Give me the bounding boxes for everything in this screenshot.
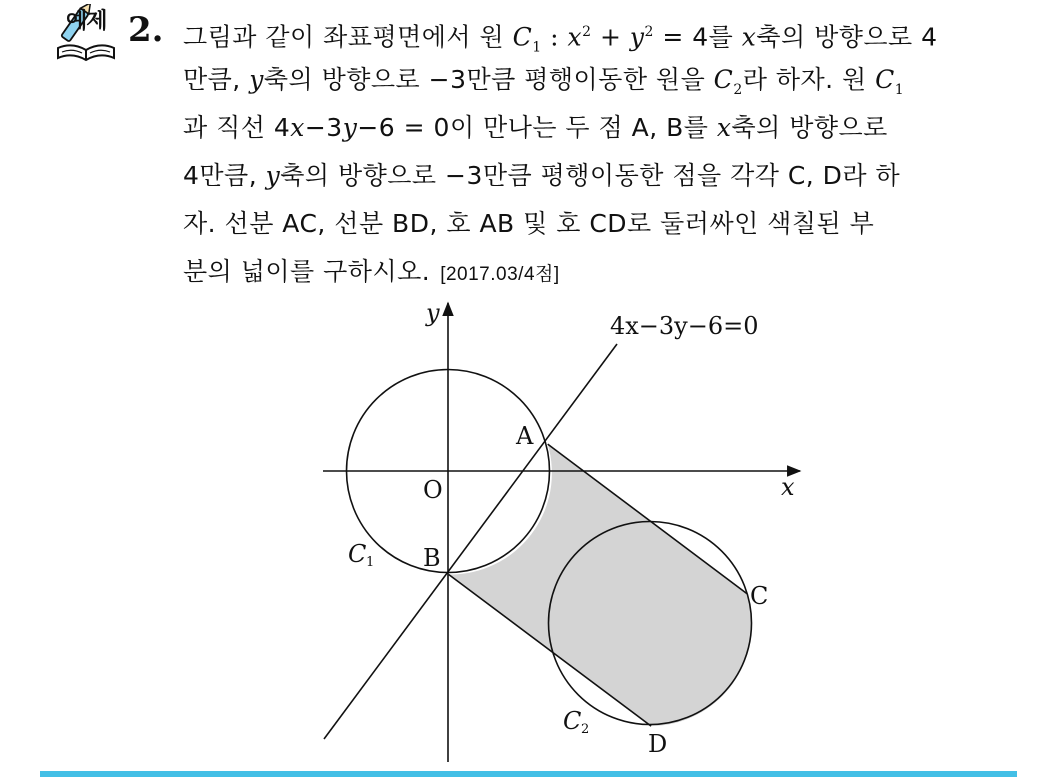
- problem-line-3: 과 직선 4x−3y−6 = 0이 만나는 두 점 A, B를 x축의 방향으로: [183, 113, 888, 142]
- svg-text:2: 2: [581, 722, 590, 737]
- svg-text:1: 1: [366, 555, 375, 570]
- source-tag: [2017.03/4점]: [440, 264, 560, 285]
- problem-line-2: 만큼, y축의 방향으로 −3만큼 평행이동한 원을 $C_2$라 하자. 원 $C_1$: [183, 65, 905, 98]
- circle-c2-label: [563, 707, 589, 737]
- problem-line-5: 자. 선분 AC, 선분 BD, 호 AB 및 호 CD로 둘러싸인 색칠된 부: [183, 209, 875, 238]
- origin-label: O: [423, 476, 443, 504]
- point-b-label: B: [423, 544, 441, 572]
- shaded-region: [449, 444, 752, 726]
- point-d-label: D: [648, 730, 668, 758]
- problem-line-4: 4만큼, y축의 방향으로 −3만큼 평행이동한 점을 각각 C, D라 하: [183, 161, 901, 190]
- point-c-label: C: [750, 582, 769, 610]
- footer-bar: [40, 771, 1017, 777]
- problem-line-1: 그림과 같이 좌표평면에서 원 $C_1$ : $x^2 + y^2 = 4$를 x축의 방향으로 4: [183, 22, 938, 56]
- axis-x-label: x: [781, 473, 795, 501]
- axis-y-label: y: [426, 299, 440, 327]
- svg-text:C: C: [348, 540, 367, 568]
- example-badge-label: 예제: [66, 9, 107, 34]
- svg-text:C: C: [563, 707, 582, 735]
- problem-line-6: 분의 넓이를 구하시오. [2017.03/4점]: [183, 257, 560, 286]
- circle-c1-label: [348, 540, 374, 570]
- problem-number: 2.: [128, 10, 164, 50]
- line-equation-label: 4x−3y−6=0: [610, 312, 759, 340]
- point-a-label: A: [516, 422, 534, 450]
